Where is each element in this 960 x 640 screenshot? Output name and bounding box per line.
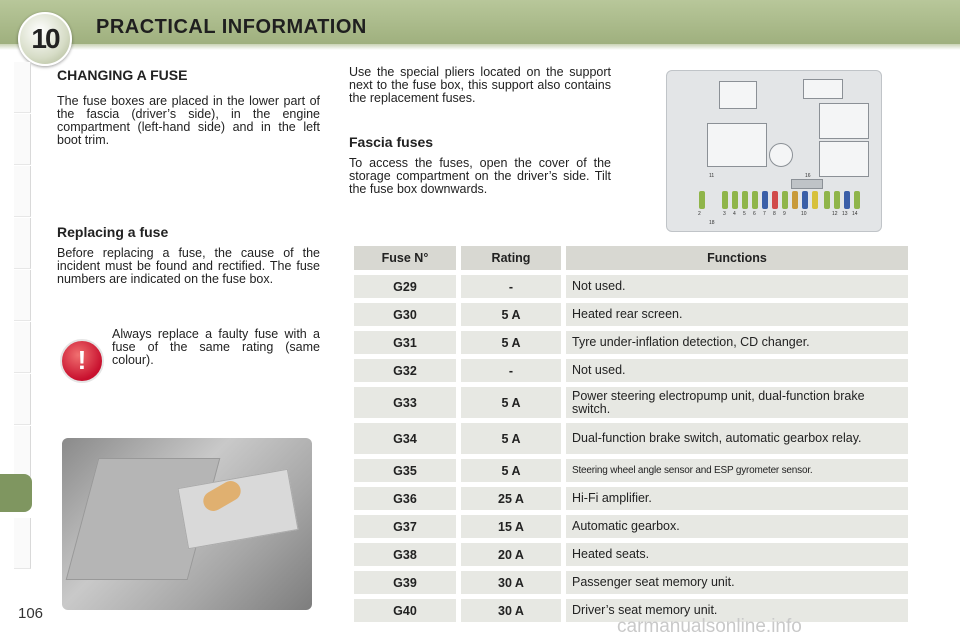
chapter-tab[interactable] — [14, 426, 31, 477]
fuse-number-cell: G40 — [354, 599, 456, 622]
header-rating: Rating — [461, 246, 561, 270]
fuse-number-cell: G35 — [354, 459, 456, 482]
chapter-tab[interactable] — [14, 114, 31, 165]
fuse-number-cell: G39 — [354, 571, 456, 594]
chapter-badge — [18, 12, 72, 66]
fascia-fuses-text: To access the fuses, open the cover of the storage compartment on the driver’s side. Tilt the fuse box downwards. — [349, 156, 611, 196]
chapter-tab[interactable] — [14, 270, 31, 321]
function-cell: Passenger seat memory unit. — [566, 571, 908, 594]
fuse-slot — [699, 191, 705, 209]
changing-fuse-heading: CHANGING A FUSE — [57, 67, 188, 83]
fuse-number-cell: G32 — [354, 359, 456, 382]
fusebox-label: 13 — [842, 211, 848, 217]
rating-cell: 30 A — [461, 571, 561, 594]
table-row — [354, 303, 908, 326]
fuse-box-photo — [62, 438, 312, 610]
watermark: carmanualsonline.info — [617, 616, 802, 637]
function-cell: Not used. — [566, 359, 908, 382]
function-cell: Heated rear screen. — [566, 303, 908, 326]
fusebox-label: 5 — [743, 211, 746, 217]
table-row — [354, 459, 908, 482]
warning-icon: ! — [60, 339, 104, 383]
fuse-box-diagram — [666, 70, 882, 232]
rating-cell: 5 A — [461, 387, 561, 418]
table-row — [354, 487, 908, 510]
function-cell: Dual-function brake switch, automatic gearbox relay. — [566, 423, 908, 454]
fusebox-label: 2 — [698, 211, 701, 217]
rating-cell: 15 A — [461, 515, 561, 538]
fuse-number-cell: G30 — [354, 303, 456, 326]
chapter-tab[interactable] — [14, 322, 31, 373]
fuse-slot — [722, 191, 728, 209]
header-functions: Functions — [566, 246, 908, 270]
fuse-number-cell: G31 — [354, 331, 456, 354]
fusebox-label: 6 — [753, 211, 756, 217]
replacing-fuse-heading: Replacing a fuse — [57, 224, 169, 240]
warning-text: Always replace a faulty fuse with a fuse of the same rating (same colour). — [112, 327, 320, 367]
rating-cell: 5 A — [461, 303, 561, 326]
chapter-tab-active[interactable] — [0, 474, 32, 512]
chapter-tab[interactable] — [14, 166, 31, 217]
rating-cell: - — [461, 275, 561, 298]
table-row — [354, 515, 908, 538]
fusebox-label: 12 — [832, 211, 838, 217]
chapter-tab[interactable] — [14, 374, 31, 425]
function-cell: Heated seats. — [566, 543, 908, 566]
fusebox-label: 9 — [783, 211, 786, 217]
fusebox-label: 8 — [773, 211, 776, 217]
function-cell: Automatic gearbox. — [566, 515, 908, 538]
fuse-slot — [752, 191, 758, 209]
middle-column — [349, 66, 611, 196]
fusebox-label: 4 — [733, 211, 736, 217]
table-row — [354, 331, 908, 354]
chapter-tab[interactable] — [14, 218, 31, 269]
rating-cell: 5 A — [461, 423, 561, 454]
fuse-slot — [824, 191, 830, 209]
fuse-number-cell: G36 — [354, 487, 456, 510]
fuse-slot — [782, 191, 788, 209]
function-cell: Hi-Fi amplifier. — [566, 487, 908, 510]
rating-cell: 30 A — [461, 599, 561, 622]
header-shadow — [0, 44, 960, 50]
fuse-number-cell: G34 — [354, 423, 456, 454]
replacing-fuse-text: Before replacing a fuse, the cause of the incident must be found and rectified. The fuse numbers are indicated on the fuse box. — [57, 246, 320, 286]
fuse-table — [349, 241, 913, 627]
function-cell: Driver’s seat memory unit. — [566, 599, 908, 622]
chapter-number: 10 — [31, 23, 59, 54]
rating-cell: 25 A — [461, 487, 561, 510]
fuse-slot — [732, 191, 738, 209]
fuse-slot — [844, 191, 850, 209]
table-row — [354, 543, 908, 566]
rating-cell: - — [461, 359, 561, 382]
fusebox-label: 16 — [805, 173, 811, 179]
fusebox-label: 14 — [852, 211, 858, 217]
fuse-slot — [792, 191, 798, 209]
fuse-slot — [772, 191, 778, 209]
fascia-fuses-heading: Fascia fuses — [349, 134, 434, 150]
fuse-slot — [802, 191, 808, 209]
table-row — [354, 571, 908, 594]
table-row — [354, 387, 908, 418]
table-row — [354, 423, 908, 454]
fuse-number-cell: G38 — [354, 543, 456, 566]
table-header-row — [354, 246, 908, 270]
fuse-slot — [834, 191, 840, 209]
intro-text: The fuse boxes are placed in the lower part of the fascia (driver’s side), in the engine compartment (left-hand side) and in the left boot trim. — [57, 94, 320, 147]
chapter-tab[interactable] — [14, 518, 31, 569]
fusebox-label: 7 — [763, 211, 766, 217]
function-cell: Steering wheel angle sensor and ESP gyrometer sensor. — [566, 459, 908, 482]
fusebox-label: 3 — [723, 211, 726, 217]
page-number: 106 — [18, 605, 44, 622]
fusebox-label: 18 — [709, 220, 715, 226]
header-fuse-number: Fuse N° — [354, 246, 456, 270]
left-column — [57, 64, 320, 367]
fuse-slot — [742, 191, 748, 209]
pliers-text: Use the special pliers located on the support next to the fuse box, this support also contains the replacement fuses. — [349, 65, 611, 105]
rating-cell: 5 A — [461, 459, 561, 482]
function-cell: Tyre under-inflation detection, CD changer. — [566, 331, 908, 354]
fusebox-label: 10 — [801, 211, 807, 217]
page-title: PRACTICAL INFORMATION — [96, 16, 367, 38]
chapter-tab[interactable] — [14, 62, 31, 113]
fuse-number-cell: G33 — [354, 387, 456, 418]
function-cell: Not used. — [566, 275, 908, 298]
rating-cell: 20 A — [461, 543, 561, 566]
function-cell: Power steering electropump unit, dual-function brake switch. — [566, 387, 908, 418]
fuse-slot — [854, 191, 860, 209]
fuse-number-cell: G37 — [354, 515, 456, 538]
fuse-slot — [812, 191, 818, 209]
table-row — [354, 359, 908, 382]
fusebox-label: 11 — [709, 173, 715, 179]
table-row — [354, 275, 908, 298]
rating-cell: 5 A — [461, 331, 561, 354]
fuse-number-cell: G29 — [354, 275, 456, 298]
fuse-slot — [762, 191, 768, 209]
